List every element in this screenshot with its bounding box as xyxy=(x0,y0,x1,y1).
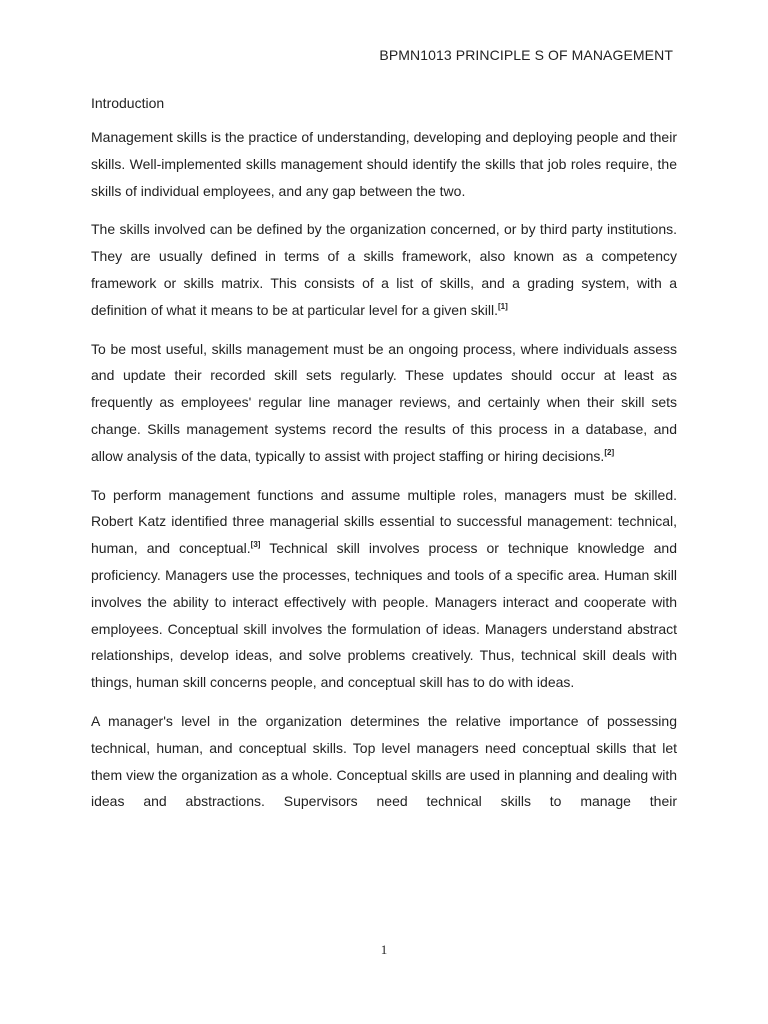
paragraph-1 xyxy=(91,124,677,204)
running-header: BPMN1013 PRINCIPLE S OF MANAGEMENT xyxy=(379,47,673,63)
citation-marker[interactable]: [1] xyxy=(497,301,508,311)
citation-marker[interactable]: [2] xyxy=(604,447,615,457)
paragraph-text: To perform management functions and assume multiple roles, managers must be skilled. Robert Katz identified three managerial skills essential to successful management: technical, human, and conceptual. xyxy=(91,486,677,557)
document-body xyxy=(91,91,677,827)
paragraph-5 xyxy=(91,708,677,815)
paragraph-text: A manager's level in the organization determines the relative importance of possessing technical, human, and conceptual skills. Top level managers need conceptual skills that let them view the organization as a whole. Conceptual skills are used in planning and dealing with ideas and abstractions. Supervisors need technical skills to manage their xyxy=(91,712,677,810)
paragraph-text-continued: Technical skill involves process or technique knowledge and proficiency. Managers use the processes, techniques and tools of a specific area. Human skill involves the ability to interact effectively with people. Managers interact and cooperate with employees. Conceptual skill involves the formulation of ideas. Managers understand abstract relationships, develop ideas, and solve problems creatively. Thus, technical skill deals with things, human skill concerns people, and conceptual skill has to do with ideas. xyxy=(91,540,677,691)
paragraph-text: The skills involved can be defined by the organization concerned, or by third party institutions. They are usually defined in terms of a skills framework, also known as a competency framework or skills matrix. This consists of a list of skills, and a grading system, with a definition of what it means to be at particular level for a given skill. xyxy=(91,221,677,318)
paragraph-text: To be most useful, skills management must be an ongoing process, where individuals assess and update their recorded skill sets regularly. These updates should occur at least as frequently as employees' regular line manager reviews, and certainly when their skill sets change. Skills management systems record the results of this process in a database, and allow analysis of the data, typically to assist with project staffing or hiring decisions. xyxy=(91,340,677,464)
citation-marker[interactable]: [3] xyxy=(250,540,261,550)
paragraph-4 xyxy=(91,482,677,696)
paragraph-text: Management skills is the practice of understanding, developing and deploying people and their skills. Well-implemented skills management should identify the skills that job roles require, the skills of individual employees, and any gap between the two. xyxy=(91,129,677,199)
paragraph-2 xyxy=(91,216,677,323)
page-number: 1 xyxy=(380,942,388,957)
section-heading: Introduction xyxy=(91,95,165,111)
paragraph-3 xyxy=(91,336,677,470)
